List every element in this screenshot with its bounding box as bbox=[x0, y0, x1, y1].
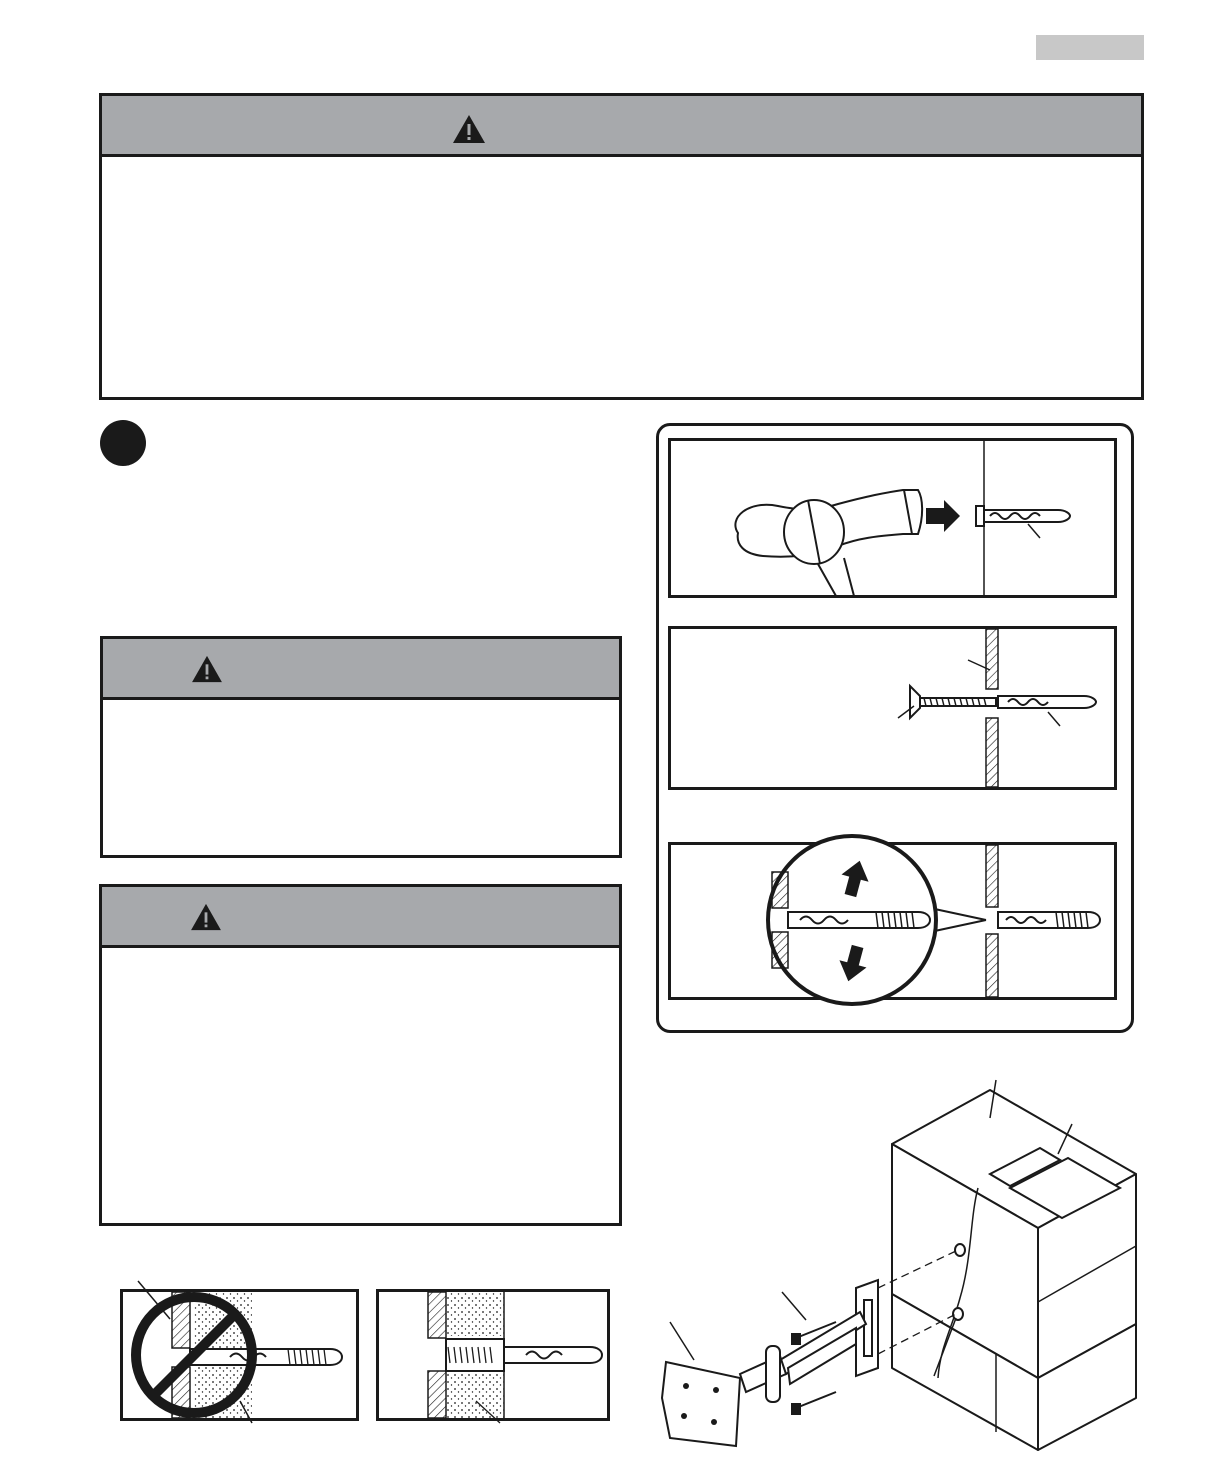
warning-header-3 bbox=[102, 887, 619, 948]
wall-mount-exploded-illustration bbox=[660, 1078, 1136, 1450]
warning-header-2 bbox=[103, 639, 619, 700]
screw-anchor-drywall-illustration bbox=[668, 626, 1118, 792]
anchor-expansion-detail-illustration bbox=[668, 842, 1118, 1002]
warning-triangle-icon bbox=[191, 655, 223, 683]
warning-box-2 bbox=[100, 636, 622, 858]
warning-triangle-icon bbox=[452, 114, 486, 144]
header-tab bbox=[1036, 35, 1144, 60]
warning-triangle-icon bbox=[190, 903, 222, 931]
incorrect-installation-illustration bbox=[120, 1289, 360, 1423]
correct-installation-illustration bbox=[376, 1289, 610, 1423]
warning-box-3 bbox=[99, 884, 622, 1226]
hammer-anchor-illustration bbox=[668, 438, 1118, 600]
main-warning-header bbox=[102, 96, 1141, 157]
step-circle bbox=[100, 420, 146, 466]
main-warning-box bbox=[99, 93, 1144, 400]
